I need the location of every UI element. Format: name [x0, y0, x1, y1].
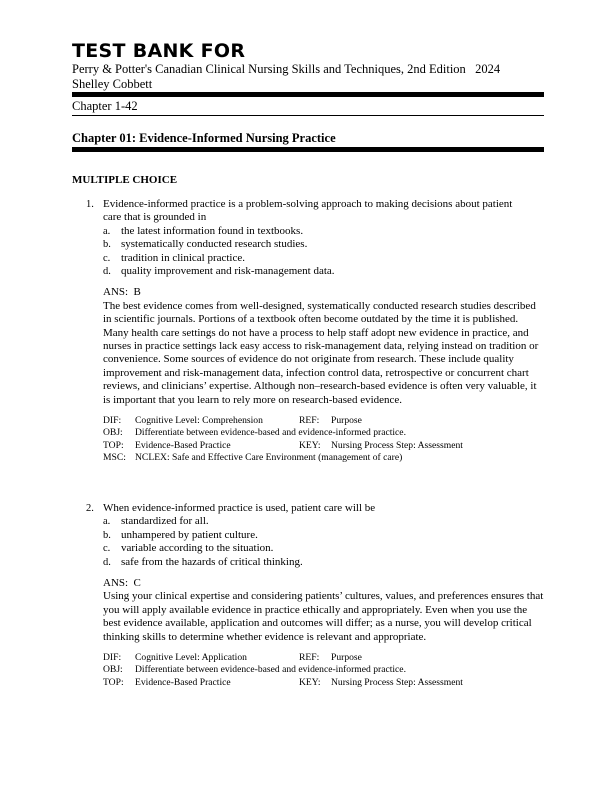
option-text: the latest information found in textbooks.	[121, 224, 304, 237]
meta-reference: Purpose	[331, 415, 362, 427]
meta-misc: NCLEX: Safe and Effective Care Environment (management of care)	[135, 451, 403, 463]
meta-tag: REF:	[299, 652, 320, 664]
option-letter: b.	[103, 529, 111, 541]
option-letter: a.	[103, 225, 111, 237]
option-d	[72, 556, 546, 569]
option-text: unhampered by patient culture.	[121, 528, 258, 541]
meta-tag: OBJ:	[103, 427, 123, 439]
question-stem: Evidence-informed practice is a problem-solving approach to making decisions about patient care that is grounded in	[103, 198, 513, 224]
chapter-title: Chapter 01: Evidence-Informed Nursing Practice	[72, 131, 336, 145]
option-b	[72, 238, 546, 251]
option-c	[72, 542, 546, 555]
meta-row-top	[103, 677, 546, 689]
meta-tag: MSC:	[103, 451, 126, 463]
book-author: Shelley Cobbett	[72, 76, 153, 91]
meta-tag: KEY:	[299, 676, 321, 688]
meta-tag: KEY:	[299, 439, 321, 451]
meta-tag: REF:	[299, 415, 320, 427]
question-stem: When evidence-informed practice is used, patient care will be	[103, 502, 376, 514]
meta-tag: DIF:	[103, 652, 122, 664]
meta-objective: Differentiate between evidence-based and evidence-informed practice.	[135, 664, 406, 676]
meta-key-col	[299, 677, 463, 689]
option-c	[72, 252, 546, 265]
answer-key: ANS: C	[103, 577, 141, 590]
meta-topic: Evidence-Based Practice	[135, 439, 231, 451]
meta-key: Nursing Process Step: Assessment	[331, 676, 463, 688]
book-title: Perry & Potter's Canadian Clinical Nursing Skills and Techniques, 2nd Edition 2024	[72, 62, 501, 76]
meta-tag: DIF:	[103, 415, 122, 427]
option-letter: a.	[103, 516, 111, 528]
meta-topic: Evidence-Based Practice	[135, 676, 231, 688]
question-1	[72, 198, 546, 464]
meta-tag: TOP:	[103, 439, 124, 451]
question-2	[72, 502, 546, 689]
meta-key: Nursing Process Step: Assessment	[331, 439, 463, 451]
option-letter: d.	[103, 556, 111, 568]
section-label: MULTIPLE CHOICE	[72, 174, 178, 186]
meta-ref-col	[299, 415, 362, 427]
option-text: systematically conducted research studies.	[121, 238, 308, 251]
option-letter: c.	[103, 543, 111, 555]
meta-row-obj	[103, 427, 546, 439]
option-text: tradition in clinical practice.	[121, 251, 246, 264]
meta-objective: Differentiate between evidence-based and evidence-informed practice.	[135, 427, 406, 439]
option-letter: c.	[103, 252, 111, 264]
question-metadata	[103, 652, 546, 689]
meta-row-msc	[103, 452, 546, 464]
option-text: variable according to the situation.	[121, 542, 274, 555]
meta-row-dif	[103, 652, 546, 664]
meta-difficulty: Cognitive Level: Comprehension	[135, 415, 263, 427]
rationale: Using your clinical expertise and considering patients’ cultures, values, and preferences ensures that you will apply available evidence in practice ethically and appropriately. Even when you use the best evidence available, application and outcomes will differ; as a nurse, you will develop critical thinking skills to determine whether evidence is relevant and appropriate.	[103, 590, 544, 643]
answer-key: ANS: B	[103, 286, 141, 299]
option-d	[72, 265, 546, 278]
meta-row-top	[103, 440, 546, 452]
option-letter: d.	[103, 266, 111, 278]
option-b	[72, 529, 546, 542]
option-a	[72, 515, 546, 528]
book-info	[72, 62, 552, 91]
option-text: safe from the hazards of critical thinking.	[121, 555, 303, 568]
meta-tag: OBJ:	[103, 664, 123, 676]
meta-key-col	[299, 440, 463, 452]
meta-row-obj	[103, 664, 546, 676]
meta-tag: TOP:	[103, 676, 124, 688]
option-a	[72, 225, 546, 238]
meta-ref-col	[299, 652, 362, 664]
rationale: The best evidence comes from well-designed, systematically conducted research studies described in scientific journals. Portions of a textbook often become outdated by the time it is published. Many health care settings do not have a process to help staff adopt new evidence in practice, and nurses in practice settings lack easy access to risk-management data, relying instead on tradition or convenience. Some sources of evidence do not originate from research. These include quality improvement and risk-management data, infection control data, retrospective or concurrent chart reviews, and clinicians’ expertise. Although non–research-based evidence is often very valuable, it is important that you learn to rely more on research-based evidence.	[103, 299, 539, 406]
option-letter: b.	[103, 239, 111, 251]
test-bank-title: TEST BANK FOR	[72, 40, 246, 62]
meta-row-dif	[103, 415, 546, 427]
option-list	[72, 225, 546, 279]
header-rule-thick	[72, 92, 544, 97]
option-list	[72, 515, 546, 569]
question-number: 2.	[86, 503, 94, 514]
question-metadata	[103, 415, 546, 464]
header-rule-thin	[72, 115, 544, 116]
chapter-rule	[72, 147, 544, 152]
meta-reference: Purpose	[331, 652, 362, 664]
option-text: standardized for all.	[121, 515, 209, 528]
question-number: 1.	[86, 199, 94, 210]
option-text: quality improvement and risk-management data.	[121, 265, 335, 278]
meta-difficulty: Cognitive Level: Application	[135, 652, 247, 664]
chapter-range: Chapter 1-42	[72, 99, 138, 113]
